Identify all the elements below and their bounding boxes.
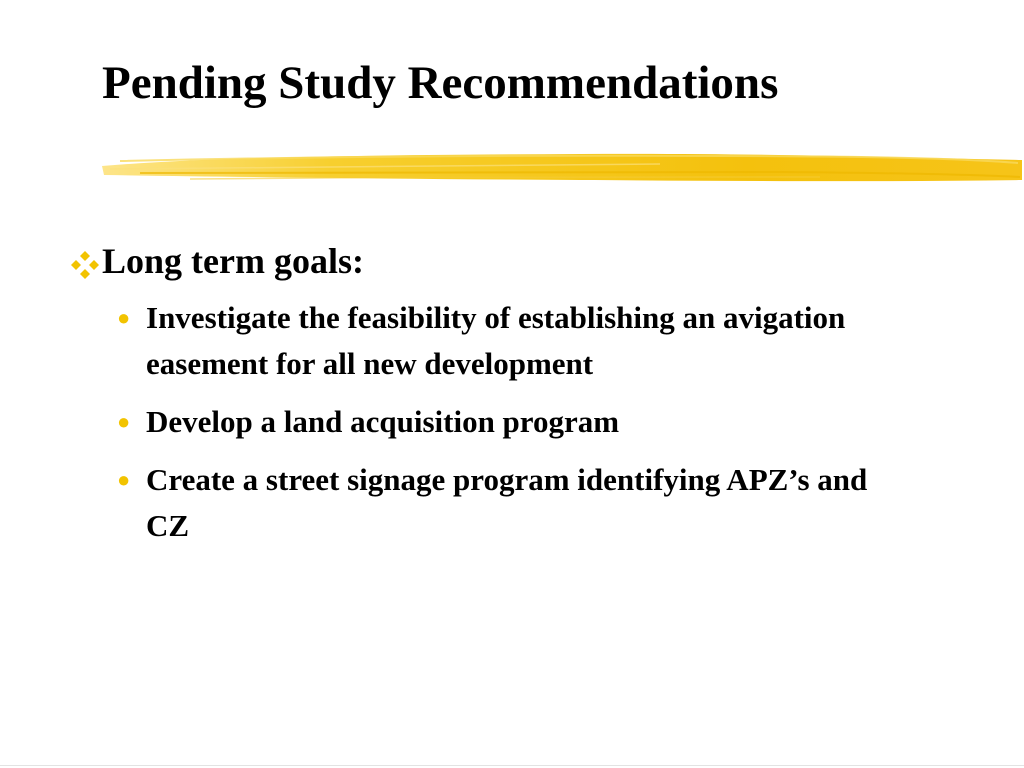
list-item-text: Investigate the feasibility of establishing an avigation easement for all new development — [146, 300, 846, 382]
dot-icon: ● — [117, 467, 131, 493]
goals-list — [68, 295, 948, 549]
dot-icon: ● — [117, 409, 131, 435]
list-item — [117, 295, 948, 387]
list-item — [117, 457, 948, 549]
four-diamond-icon — [68, 248, 102, 282]
section-heading: Long term goals: — [102, 241, 364, 281]
brush-stroke-divider — [100, 146, 1024, 192]
content-list — [68, 240, 948, 561]
list-item — [117, 399, 948, 445]
list-item-text: Create a street signage program identifying APZ’s and CZ — [146, 462, 868, 544]
slide-bottom-border — [0, 765, 1024, 766]
list-item-text: Develop a land acquisition program — [146, 404, 620, 440]
section-heading-row — [68, 240, 948, 283]
dot-icon: ● — [117, 305, 131, 331]
slide-title: Pending Study Recommendations — [102, 57, 779, 109]
